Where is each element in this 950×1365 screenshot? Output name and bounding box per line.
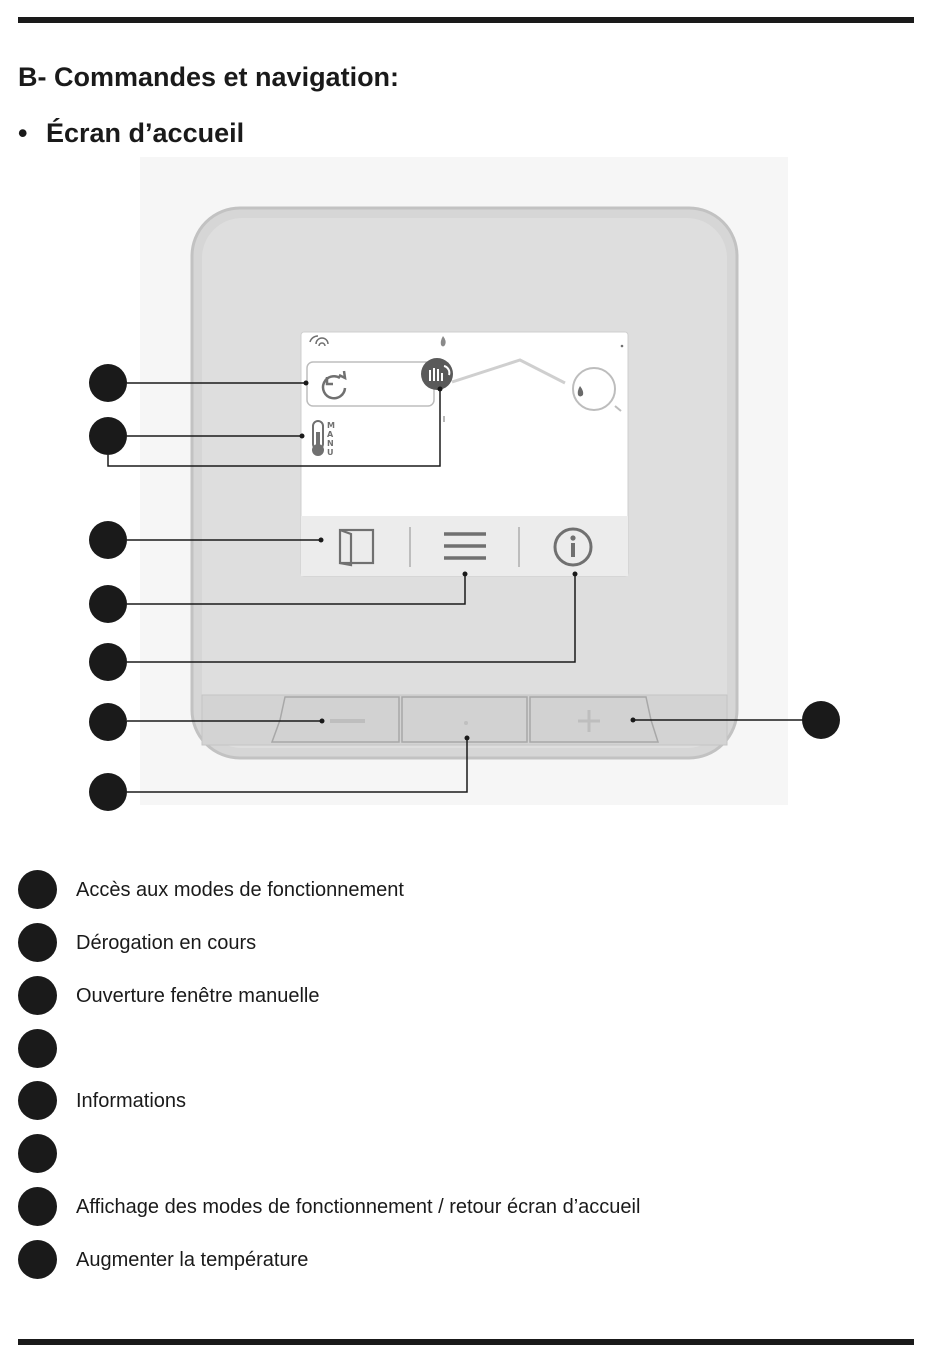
section-title: B- Commandes et navigation: [18, 62, 400, 92]
callout-marker [89, 773, 127, 811]
legend-item [18, 1240, 918, 1280]
manu-letter: M [327, 421, 335, 430]
callout-marker [89, 585, 127, 623]
legend-marker [18, 870, 57, 909]
legend-text: Dérogation en cours [76, 932, 257, 954]
subsection-title [18, 120, 244, 147]
legend-marker [18, 1134, 57, 1173]
legend-marker [18, 976, 57, 1015]
manu-letter: N [327, 439, 334, 448]
callout-marker [89, 643, 127, 681]
thermometer-icon [312, 421, 324, 456]
legend-item [18, 1134, 918, 1174]
legend-item [18, 976, 918, 1016]
legend-item [18, 1187, 918, 1227]
top-rule [18, 17, 914, 23]
legend-text: Ouverture fenêtre manuelle [76, 985, 320, 1007]
callout-marker [89, 703, 127, 741]
legend-marker [18, 1029, 57, 1068]
legend-marker [18, 923, 57, 962]
callout-marker [89, 364, 127, 402]
manu-letter: U [327, 448, 334, 457]
legend-item [18, 1029, 918, 1069]
legend-text: Informations [76, 1090, 187, 1112]
legend-marker [18, 1187, 57, 1226]
center-dot-icon [464, 721, 468, 725]
subsection-title-text: Écran d’accueil [46, 118, 245, 148]
legend-text: Affichage des modes de fonctionnement / retour écran d’accueil [76, 1196, 641, 1218]
callout-marker [89, 417, 127, 455]
center-button[interactable] [402, 697, 527, 742]
legend-item [18, 1081, 918, 1121]
legend-item [18, 870, 918, 910]
legend-marker [18, 1240, 57, 1279]
bottom-rule [18, 1339, 914, 1345]
callout-marker [89, 521, 127, 559]
legend-text: Accès aux modes de fonctionnement [76, 879, 404, 901]
legend-text: Augmenter la température [76, 1249, 309, 1271]
manu-letter: A [327, 430, 334, 439]
callout-marker [802, 701, 840, 739]
legend-marker [18, 1081, 57, 1120]
bullet: • [18, 118, 28, 148]
status-dot [621, 345, 624, 348]
legend-item [18, 923, 918, 963]
